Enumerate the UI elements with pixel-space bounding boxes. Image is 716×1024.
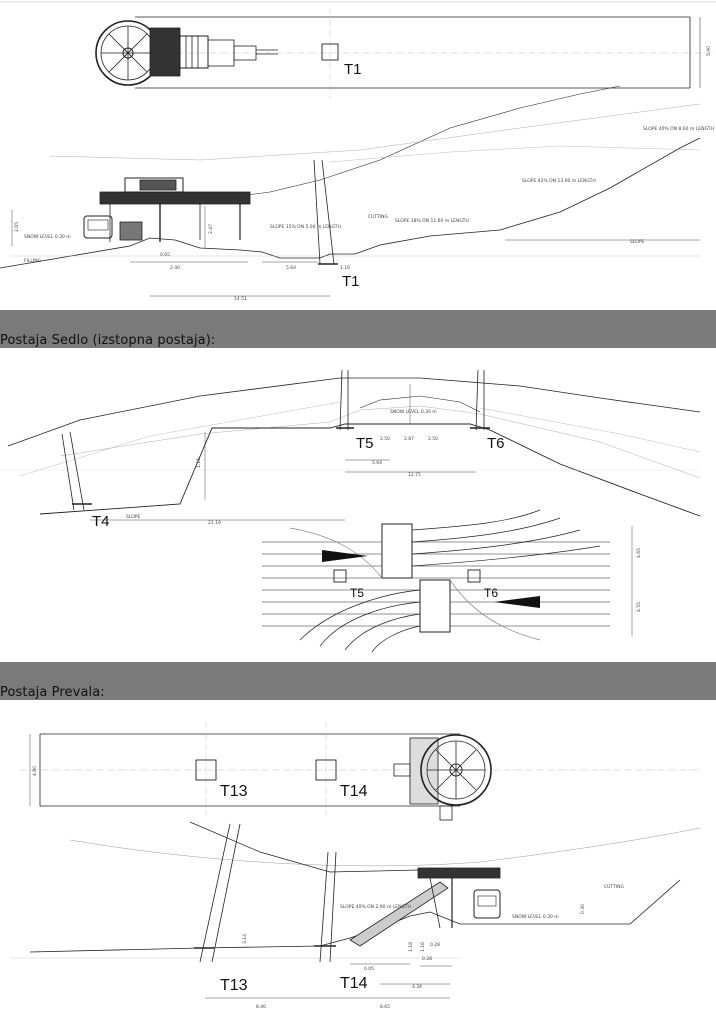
slope-note: SLOPE 42% ON 13.00 m LENGTH <box>522 179 596 184</box>
dimension-label: 4.80 <box>33 765 38 776</box>
section-title: Postaja Sedlo (izstopna postaja): <box>0 333 216 348</box>
section-header-bar <box>0 662 716 700</box>
tower-label: T14 <box>340 783 368 800</box>
dimension-label: 1.16 <box>421 941 426 952</box>
dimension-label: 4.34 <box>412 985 423 990</box>
dimension-label: 21.19 <box>208 521 221 526</box>
section-top-station <box>0 0 716 308</box>
dimension-label: 0.28 <box>430 943 441 948</box>
dimension-label: 1.18 <box>409 941 414 952</box>
snow-level-note: SNOW LEVEL 0.30 m <box>512 915 559 920</box>
station-structure-icon <box>84 178 250 242</box>
prevala-station-drawing <box>0 702 716 1024</box>
dimension-label: 14.51 <box>234 297 247 302</box>
dimension-label: 5.64 <box>286 266 297 271</box>
dimension-label: 4.55 <box>637 601 642 612</box>
dimension-label: 12.75 <box>408 473 421 478</box>
sedlo-station-drawing <box>0 350 716 658</box>
profile-view <box>10 822 700 998</box>
dimension-label: 8.65 <box>380 1005 391 1010</box>
dimension-label: 5.90 <box>707 45 712 56</box>
dimension-label: 2.65 <box>15 221 20 232</box>
tower-label: T6 <box>484 586 499 600</box>
snow-level-note: SNOW LEVEL 0.30 m <box>24 235 71 240</box>
dimension-label: 2.47 <box>209 223 214 234</box>
cutting-note: CUTTING <box>604 885 625 890</box>
tower-label: T1 <box>342 273 360 290</box>
section-title: Postaja Prevala: <box>0 685 105 700</box>
dimension-label: 3.14 <box>243 933 248 944</box>
dimension-label: 1.16 <box>340 266 351 271</box>
tower-t6-icon <box>470 370 490 430</box>
snow-level-note: SNOW LEVEL 0.30 m <box>390 410 437 415</box>
top-station-drawing <box>0 0 716 308</box>
dimension-label: 2.87 <box>404 437 415 442</box>
cutting-note: CUTTING <box>368 215 389 220</box>
dimension-label: 8.40 <box>256 1005 267 1010</box>
dimension-label: 5.64 <box>372 461 383 466</box>
tower-label: T4 <box>92 513 110 530</box>
slope-note: SLOPE 15% ON 5.00 m LENGTH <box>270 225 341 230</box>
dimension-label: 2.50 <box>380 437 391 442</box>
slope-note: SLOPE <box>126 515 141 520</box>
plan-view <box>0 2 716 98</box>
tower-label: T6 <box>487 435 505 452</box>
bullwheel-icon <box>394 735 491 820</box>
profile-view <box>0 370 700 520</box>
dimension-label: 0.30 <box>581 903 586 914</box>
tower-t5-icon <box>336 370 354 430</box>
filling-note: FILLING <box>24 259 42 264</box>
direction-arrow-right-icon <box>322 550 368 562</box>
tower-label: T5 <box>356 435 374 452</box>
section-prevala-station <box>0 702 716 1024</box>
plan-view <box>20 722 700 820</box>
dimension-label: 4.65 <box>637 547 642 558</box>
profile-view <box>0 86 700 296</box>
dimension-label: 0.65 <box>160 253 171 258</box>
tower-label: T5 <box>350 586 365 600</box>
dimension-label: 2.50 <box>428 437 439 442</box>
tower-label: T13 <box>220 783 248 800</box>
tower-t13-icon <box>194 824 240 962</box>
dimension-label: 2.40 <box>170 266 181 271</box>
dimension-label: 0.28 <box>422 957 433 962</box>
slope-note: SLOPE 40% ON 2.90 m LENGTH <box>340 905 411 910</box>
tower-t1-icon <box>314 160 338 264</box>
tower-label: T14 <box>340 975 368 992</box>
dimension-label: 0.05 <box>364 967 375 972</box>
direction-arrow-left-icon <box>494 596 540 608</box>
slope-note: SLOPE 18% ON 11.60 m LENGTH <box>395 219 469 224</box>
tower-label: T1 <box>344 61 362 78</box>
tower-label: T13 <box>220 977 248 994</box>
section-sedlo-station <box>0 350 716 658</box>
drive-machinery-icon <box>150 28 278 76</box>
tower-t4-icon <box>62 432 92 510</box>
plan-view <box>262 510 632 652</box>
dimension-label: 1.16 <box>197 457 202 468</box>
slope-note: SLOPE <box>630 240 645 245</box>
slope-note: SLOPE 40% ON 8.60 m LENGTH <box>643 127 714 132</box>
